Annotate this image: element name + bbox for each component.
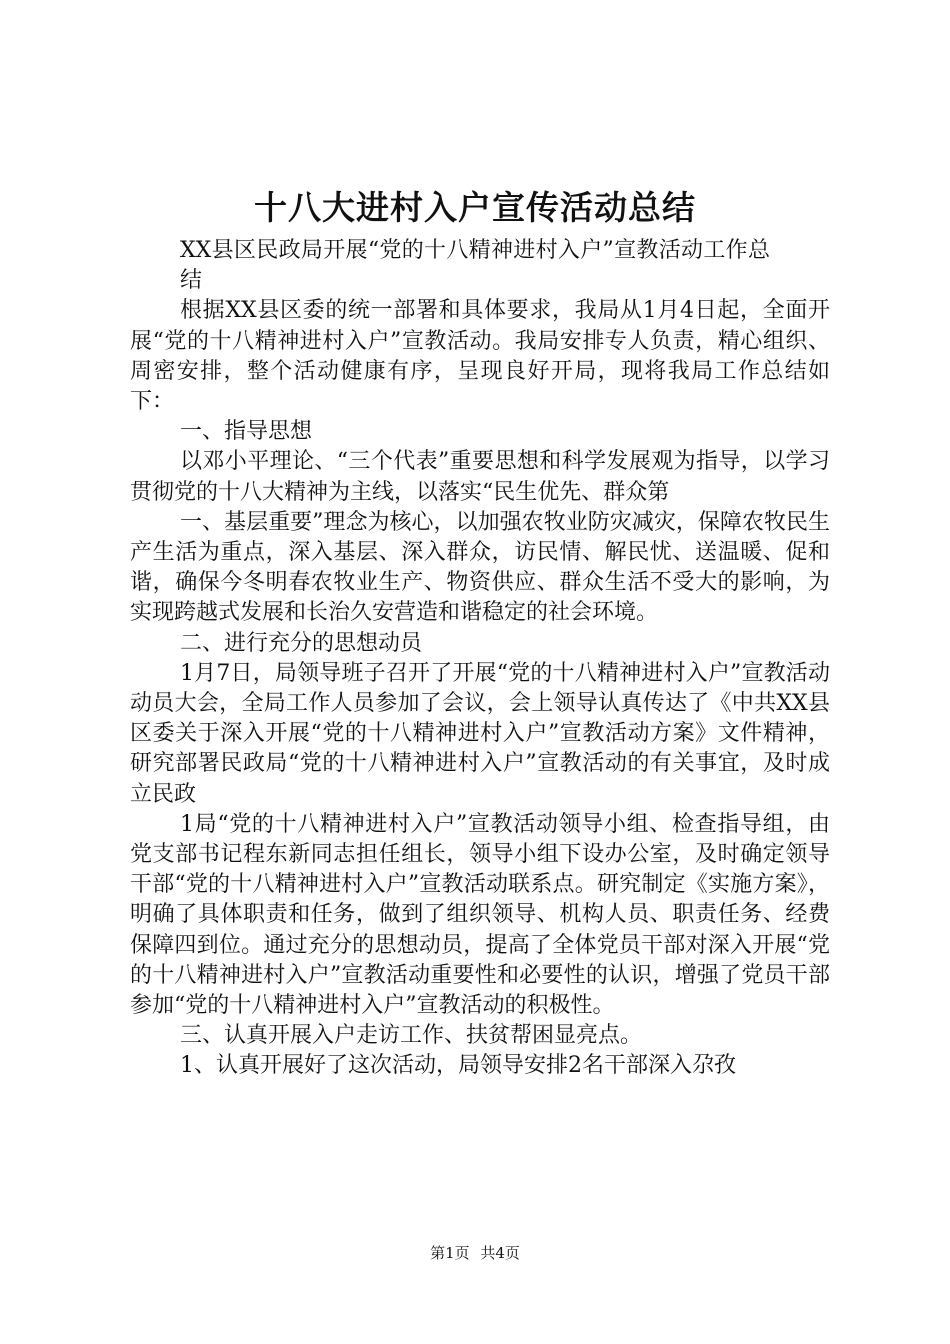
paragraph-household-visits: 1、认真开展好了这次活动，局领导安排2名干部深入尕孜: [180, 1053, 736, 1079]
page-footer: [0, 1243, 950, 1263]
document-body: [130, 236, 830, 1082]
paragraph-guiding-ideology: 以邓小平理论、“三个代表”重要思想和科学发展观为指导，以学习贯彻党的十八大精神为主线，以落实“民生优先、群众第: [130, 449, 830, 505]
page-number-current: 第1页: [430, 1244, 470, 1262]
paragraph-mobilization-leadership: 1局“党的十八精神进村入户”宣教活动领导小组、检查指导组，由党支部书记程东新同志担任组长，领导小组下设办公室，及时确定领导干部“党的十八精神进村入户”宣教活动联系点。研究制定《实施方案》，明确了具体职责和任务，做到了组织领导、机构人员、职责任务、经费保障四到位。通过充分的思想动员，提高了全体党员干部对深入开展“党的十八精神进村入户”宣教活动重要性和必要性的认识，增强了党员干部参加“党的十八精神进村入户”宣教活动的积极性。: [130, 811, 830, 1019]
section-heading-household-visits: 三、认真开展入户走访工作、扶贫帮困显亮点。: [180, 1023, 643, 1049]
page-number-total: 共4页: [480, 1244, 520, 1262]
document-subtitle: XX县区民政局开展“党的十八精神进村入户”宣教活动工作总结: [180, 238, 770, 294]
section-heading-guiding-ideology: 一、指导思想: [180, 419, 313, 445]
section-heading-mobilization: 二、进行充分的思想动员: [180, 630, 423, 656]
paragraph-guiding-ideology-continued: 一、基层重要”理念为核心，以加强农牧业防灾减灾，保障农牧民生产生活为重点，深入基层、深入群众，访民情、解民忧、送温暖、促和谐，确保今冬明春农牧业生产、物资供应、群众生活不受大的影响，为实现跨越式发展和长治久安营造和谐稳定的社会环境。: [130, 509, 830, 626]
paragraph-mobilization-meeting: 1月7日，局领导班子召开了开展“党的十八精神进村入户”宣教活动动员大会，全局工作人员参加了会议，会上领导认真传达了《中共XX县区委关于深入开展“党的十八精神进村入户”宣教活动方案》文件精神，研究部署民政局“党的十八精神进村入户”宣教活动的有关事宜，及时成立民政: [130, 660, 830, 807]
document-title: 十八大进村入户宣传活动总结: [254, 188, 696, 227]
paragraph-intro: 根据XX县区委的统一部署和具体要求，我局从1月4日起，全面开展“党的十八精神进村入户”宣教活动。我局安排专人负责，精心组织、周密安排，整个活动健康有序，呈现良好开局，现将我局工作总结如下：: [130, 298, 830, 415]
